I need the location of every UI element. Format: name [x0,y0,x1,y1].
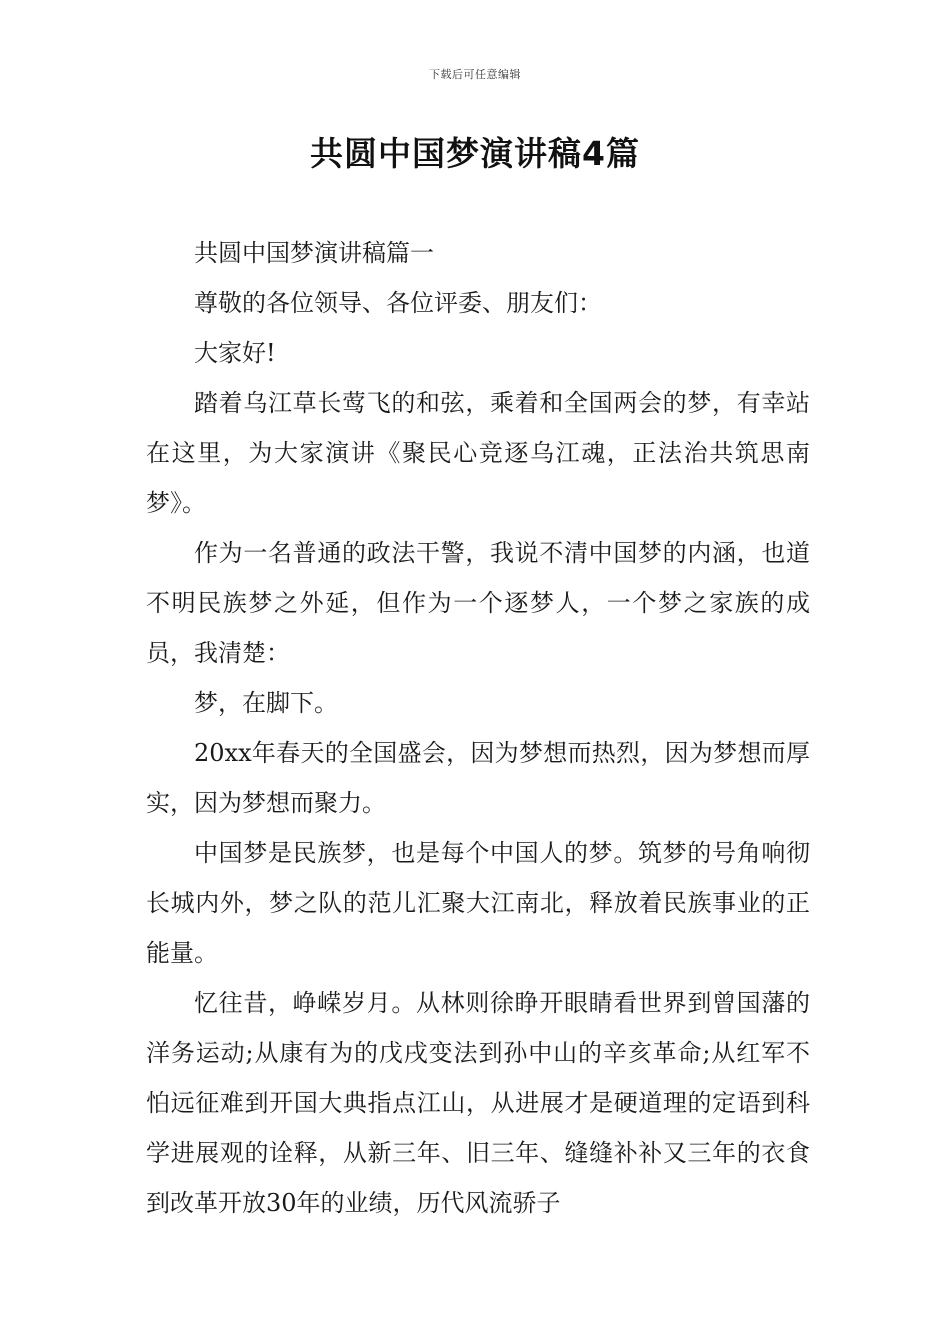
paragraph: 中国梦是民族梦，也是每个中国人的梦。筑梦的号角响彻长城内外，梦之队的范儿汇聚大江南北，释放着民族事业的正能量。 [146,839,810,967]
document-body [146,228,810,1228]
paragraph-section-heading: 共圆中国梦演讲稿篇一 [194,239,434,267]
paragraph: 梦，在脚下。 [194,689,338,717]
paragraph: 忆往昔，峥嵘岁月。从林则徐睁开眼睛看世界到曾国藩的洋务运动;从康有为的戊戌变法到孙中山的辛亥革命;从红军不怕远征难到开国大典指点江山，从进展才是硬道理的定语到科学进展观的诠释，从新三年、旧三年、缝缝补补又三年的衣食到改革开放30年的业绩，历代风流骄子 [146,989,810,1217]
paragraph: 20xx年春天的全国盛会，因为梦想而热烈，因为梦想而厚实，因为梦想而聚力。 [146,739,810,817]
header-note: 下载后可任意编辑 [429,68,521,81]
paragraph: 作为一名普通的政法干警，我说不清中国梦的内涵，也道不明民族梦之外延，但作为一个逐梦人，一个梦之家族的成员，我清楚： [146,539,810,667]
document-title: 共圆中国梦演讲稿4篇 [310,134,640,173]
paragraph-salutation: 尊敬的各位领导、各位评委、朋友们： [194,289,602,317]
paragraph-greeting: 大家好! [194,339,276,367]
paragraph: 踏着乌江草长莺飞的和弦，乘着和全国两会的梦，有幸站在这里，为大家演讲《聚民心竞逐乌江魂，正法治共筑思南梦》。 [146,389,810,517]
